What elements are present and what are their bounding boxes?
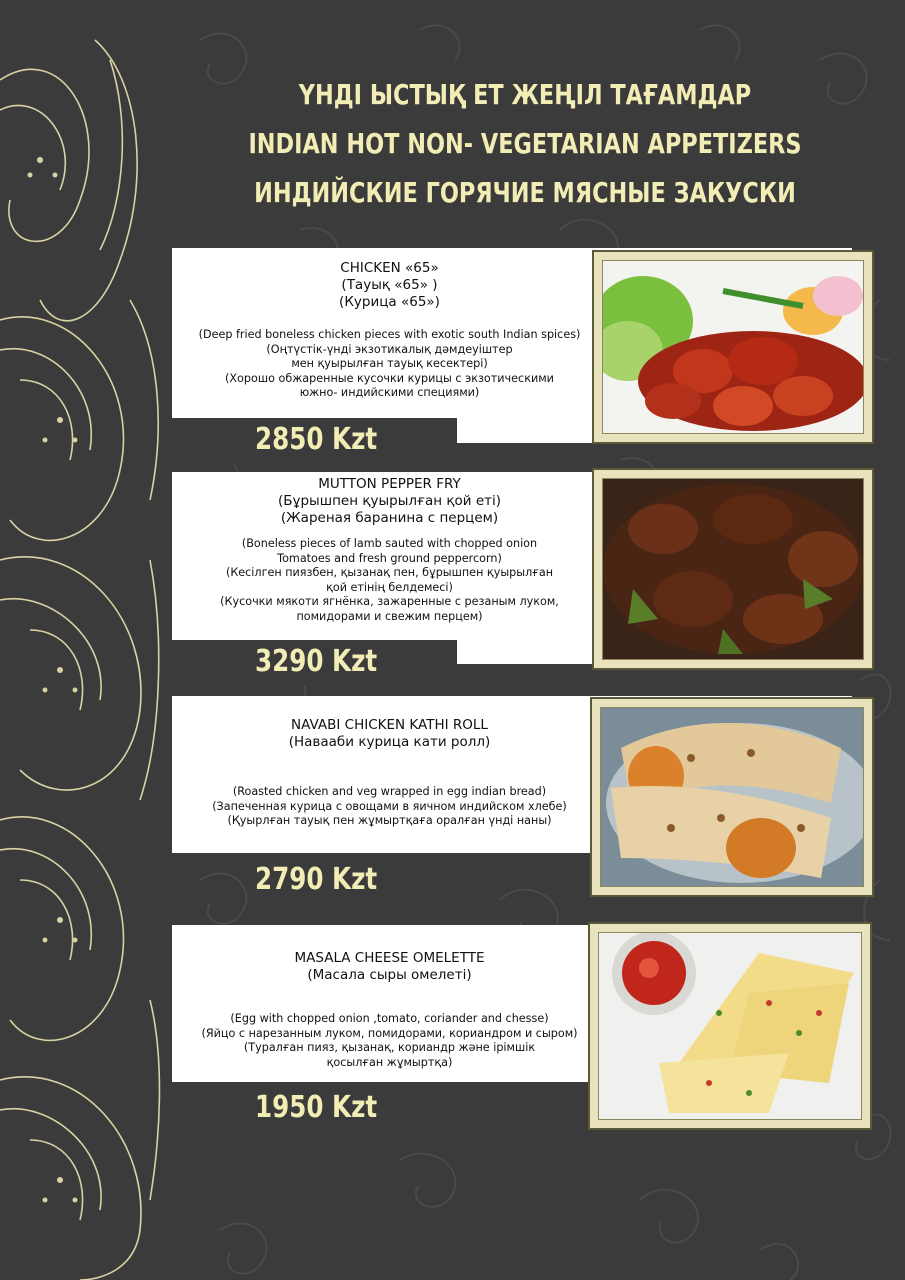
item-price: 3290 Kzt bbox=[255, 644, 378, 679]
item-desc-line: Tomatoes and fresh ground peppercorn) bbox=[277, 551, 502, 565]
item-name-line: (Масала сыры омелеті) bbox=[307, 967, 472, 983]
kathi-roll-photo bbox=[601, 708, 863, 886]
mutton-fry-photo-frame bbox=[592, 468, 874, 670]
header-title-kazakh: ҮНДІ ЫСТЫҚ ЕТ ЖЕҢІЛ ТАҒАМДАР bbox=[298, 78, 752, 111]
item-desc-line: (Яйцо с нарезанным луком, помидорами, кориандром и сыром) bbox=[201, 1026, 578, 1040]
item-name-line: (Курица «65») bbox=[339, 294, 440, 310]
item-desc-line: қосылған жұмыртқа) bbox=[326, 1055, 453, 1069]
item-name-line: (Тауық «65» ) bbox=[341, 277, 438, 293]
item-desc-line: мен қуырылған тауық кесектері) bbox=[291, 357, 488, 370]
item-desc-line: (Оңтүстік-үнді экзотикалық дәмдеуіштер bbox=[266, 342, 513, 356]
omelette-photo bbox=[599, 933, 861, 1119]
item-name-line: MUTTON PEPPER FRY bbox=[318, 476, 461, 492]
item-text bbox=[172, 260, 607, 401]
item-desc-line: (Deep fried boneless chicken pieces with exotic south Indian spices) bbox=[198, 328, 581, 341]
chicken-65-photo-frame bbox=[592, 250, 874, 444]
item-text bbox=[172, 476, 607, 624]
item-desc-line: (Қуырлған тауық пен жұмыртқаға оралған үнді наны) bbox=[227, 814, 552, 827]
item-text bbox=[172, 717, 607, 829]
chicken-65-photo bbox=[603, 261, 863, 433]
item-desc-line: (Кесілген пиязбен, қызанақ пен, бұрышпен қуырылған bbox=[225, 566, 554, 579]
item-desc-line: южно- индийскими специями) bbox=[299, 386, 480, 399]
paisley-ornament bbox=[0, 0, 170, 1280]
item-desc-line: қой етінің белдемесі) bbox=[326, 580, 453, 594]
item-desc-line: (Egg with chopped onion ,tomato, coriander and chesse) bbox=[230, 1012, 549, 1025]
item-name-line: (Жареная баранина с перцем) bbox=[280, 510, 499, 526]
omelette-photo-frame bbox=[588, 922, 872, 1130]
item-text bbox=[172, 950, 607, 1070]
header-title-english: INDIAN HOT NON- VEGETARIAN APPETIZERS bbox=[248, 127, 802, 160]
item-price: 1950 Kzt bbox=[255, 1090, 378, 1125]
item-price: 2850 Kzt bbox=[255, 422, 378, 457]
item-desc-line: (Boneless pieces of lamb sauted with chopped onion bbox=[241, 537, 538, 550]
item-price: 2790 Kzt bbox=[255, 862, 378, 897]
item-name-line: CHICKEN «65» bbox=[340, 260, 439, 276]
item-name-line: NAVABI CHICKEN KATHI ROLL bbox=[291, 717, 488, 733]
menu-header bbox=[175, 70, 875, 217]
item-name-line: (Навааби курица кати ролл) bbox=[288, 734, 491, 750]
mutton-fry-photo bbox=[603, 479, 863, 659]
item-desc-line: (Запеченная курица с овощами в яичном индийском хлебе) bbox=[212, 799, 567, 813]
item-name-line: (Бұрышпен қуырылған қой еті) bbox=[277, 493, 502, 509]
item-desc-line: (Хорошо обжаренные кусочки курицы с экзотическими bbox=[225, 371, 554, 385]
item-desc-line: (Roasted chicken and veg wrapped in egg indian bread) bbox=[232, 785, 547, 798]
item-desc-line: (Кусочки мякоти ягнёнка, зажаренные с резаным луком, bbox=[220, 595, 559, 608]
header-title-russian: ИНДИЙСКИЕ ГОРЯЧИЕ МЯСНЫЕ ЗАКУСКИ bbox=[254, 176, 796, 209]
item-desc-line: помидорами и свежим перцем) bbox=[296, 609, 483, 623]
item-desc-line: (Туралған пияз, қызанақ, кориандр және ірімшік bbox=[243, 1041, 536, 1054]
item-name-line: MASALA CHEESE OMELETTE bbox=[294, 950, 485, 966]
kathi-roll-photo-frame bbox=[590, 697, 874, 897]
